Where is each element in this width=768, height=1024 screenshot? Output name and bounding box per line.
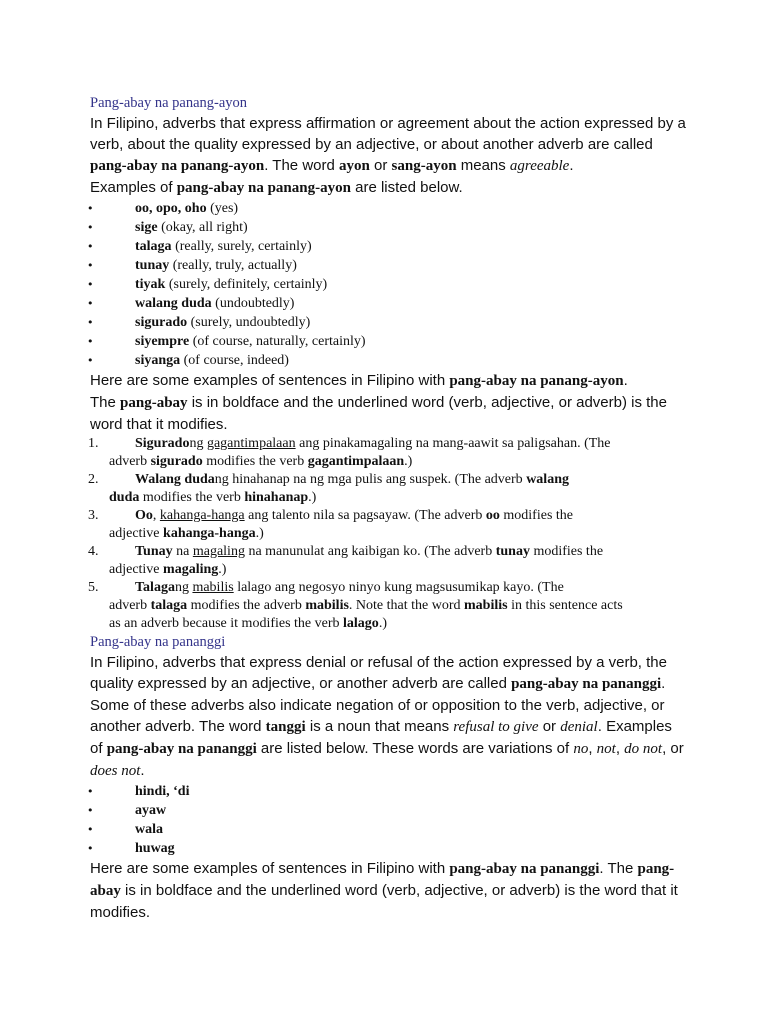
text-run: .) — [378, 616, 387, 631]
list-number: 3. — [88, 508, 99, 523]
adverb-word: walang duda — [135, 296, 212, 311]
text-run: modifies the — [529, 544, 604, 559]
bullet-icon: • — [87, 335, 94, 348]
emphasis: does not — [90, 763, 141, 779]
adverb-word: tunay — [135, 258, 170, 273]
list-item — [87, 218, 688, 237]
text-run: .) — [404, 454, 413, 469]
modified-word: magaling — [192, 544, 245, 559]
sentence-line — [109, 562, 226, 577]
text-run: , — [588, 740, 597, 757]
text-run: . Note that the word — [348, 598, 465, 613]
adverb-word: ayaw — [135, 803, 167, 818]
adverb-word: sige — [135, 220, 158, 235]
adverb-word: talaga — [135, 239, 172, 254]
text-run: modifies the verb — [139, 490, 245, 505]
term: hinahanap — [244, 490, 309, 505]
term: oo — [485, 508, 500, 523]
text-run: . The word — [264, 157, 339, 174]
list-number: 1. — [88, 436, 99, 451]
term: pang-abay na pananggi — [106, 741, 257, 757]
term: ayon — [339, 158, 370, 174]
text-run: in this sentence acts — [507, 598, 623, 613]
text-run: modifies the adverb — [187, 598, 306, 613]
panang-ayon-intro — [90, 113, 688, 177]
list-item — [87, 237, 688, 256]
term: magaling — [163, 562, 219, 577]
term: sigurado — [150, 454, 203, 469]
text-run: , or — [662, 740, 684, 757]
adverb-meaning: (okay, all right) — [157, 220, 248, 235]
text-run: ng hinahanap na ng mga pulis ang suspek. (The adverb — [214, 472, 527, 487]
text-run: Here are some examples of sentences in Filipino with — [90, 860, 450, 877]
text-run: .) — [218, 562, 227, 577]
adverb-meaning: (surely, undoubtedly) — [187, 315, 311, 330]
text-run: adverb — [109, 454, 151, 469]
list-item — [87, 199, 688, 218]
adverb: Tunay — [135, 544, 173, 559]
text-run: ng — [189, 436, 207, 451]
text-run: modifies the — [499, 508, 574, 523]
bullet-icon: • — [87, 823, 94, 836]
text-run: as an adverb because it modifies the verb — [109, 616, 344, 631]
adverb-meaning: (really, truly, actually) — [169, 258, 297, 273]
text-run: adjective — [109, 526, 164, 541]
term: kahanga-hanga — [163, 526, 256, 541]
term: pang-abay na panang-ayon — [449, 373, 624, 389]
text-run: Here are some examples of sentences in Filipino with — [90, 372, 450, 389]
list-item — [87, 782, 688, 801]
bullet-icon: • — [87, 259, 94, 272]
list-item — [87, 351, 688, 370]
sentence-line — [109, 454, 412, 469]
adverb: Sigurado — [135, 436, 190, 451]
term: gagantimpalaan — [307, 454, 405, 469]
term: pang-abay na pananggi — [449, 861, 600, 877]
bullet-icon: • — [87, 297, 94, 310]
sentence-line — [109, 598, 623, 613]
emphasis: refusal to give — [453, 719, 539, 735]
text-run: are listed below. These words are variations of — [256, 740, 574, 757]
term: pang-abay na panang-ayon — [176, 180, 351, 196]
emphasis: not — [596, 741, 616, 757]
sentence-line — [109, 508, 573, 523]
term: lalago — [343, 616, 379, 631]
list-item — [87, 820, 688, 839]
list-item — [87, 332, 688, 351]
bullet-icon: • — [87, 221, 94, 234]
text-run: modifies the verb — [202, 454, 308, 469]
sentence-item — [90, 471, 688, 507]
term: mabilis — [464, 598, 508, 613]
text-run: The — [90, 394, 121, 411]
text-run: na manunulat ang kaibigan ko. (The adverb — [244, 544, 496, 559]
bullet-icon: • — [87, 202, 94, 215]
term: talaga — [150, 598, 188, 613]
section-heading-panang-ayon: Pang-abay na panang-ayon — [90, 95, 248, 111]
adverb-word: sigurado — [135, 315, 188, 330]
text-run: lalago ang negosyo ninyo kung magsusumikap kayo. (The — [233, 580, 564, 595]
adverb-meaning: (undoubtedly) — [211, 296, 295, 311]
term: pang-abay na panang-ayon — [90, 158, 265, 174]
sentence-line — [109, 616, 387, 631]
text-run: In Filipino, adverbs that express denial or refusal of the action expressed by a verb, the quality expressed by an adjective, or another adverb are called — [90, 654, 667, 692]
adverb: Oo — [135, 508, 153, 523]
section-heading-pananggi: Pang-abay na pananggi — [90, 634, 226, 650]
text-run: ang pinakamagaling na mang-aawit sa paligsahan. (The — [295, 436, 611, 451]
text-run: ng — [174, 580, 193, 595]
adverb-word: oo, opo, oho — [135, 201, 207, 216]
emphasis: agreeable — [509, 158, 570, 174]
panang-ayon-sentences — [90, 435, 688, 633]
adverb-word: tiyak — [135, 277, 166, 292]
bullet-icon: • — [87, 278, 94, 291]
adverb-word: huwag — [135, 841, 175, 856]
text-run: . Some of these adverbs also indicate negation of or opposition to the verb, adjective, or another adverb. The word — [90, 675, 666, 735]
sentence-line — [109, 490, 316, 505]
text-run: or — [369, 157, 392, 174]
list-item — [87, 313, 688, 332]
text-run: .) — [255, 526, 264, 541]
emphasis: denial — [560, 719, 598, 735]
emphasis: do not — [624, 741, 663, 757]
list-number: 5. — [88, 580, 99, 595]
text-run: . The — [599, 860, 638, 877]
sentence-line — [109, 526, 264, 541]
bullet-icon: • — [87, 842, 94, 855]
adverb-meaning: (really, surely, certainly) — [171, 239, 312, 254]
sentence-item — [90, 507, 688, 543]
term: tunay — [495, 544, 530, 559]
text-run: is in boldface and the underlined word (verb, adjective, or adverb) is the word that it modifies. — [90, 394, 667, 433]
bullet-icon: • — [87, 316, 94, 329]
text-run: . — [623, 372, 628, 389]
sentence-line — [109, 580, 564, 595]
adverb-word: siyempre — [135, 334, 190, 349]
list-item — [87, 839, 688, 858]
term: duda — [109, 490, 140, 505]
text-run: is in boldface and the underlined word (verb, adjective, or adverb) is the word that it modifies. — [90, 882, 678, 921]
sentences-intro-1 — [90, 370, 688, 435]
term: walang — [526, 472, 569, 487]
bullet-icon: • — [87, 354, 94, 367]
panang-ayon-list — [87, 199, 688, 370]
modified-word: kahanga-hanga — [159, 508, 245, 523]
text-run: . Examples of — [90, 718, 672, 757]
list-item — [87, 275, 688, 294]
adverb-meaning: (yes) — [206, 201, 239, 216]
text-run: .) — [308, 490, 317, 505]
pananggi-list — [87, 782, 688, 858]
adverb-meaning: (of course, naturally, certainly) — [189, 334, 366, 349]
text-run: , — [615, 740, 625, 757]
sentence-line — [109, 472, 569, 487]
term: pang-abay na pananggi — [511, 676, 662, 692]
text-run: . — [569, 157, 574, 174]
bullet-icon: • — [87, 240, 94, 253]
text-run: are listed below. — [350, 179, 463, 196]
adverb-word: wala — [135, 822, 163, 837]
text-run: Examples of — [90, 179, 177, 196]
text-run: or — [538, 718, 561, 735]
list-item — [87, 256, 688, 275]
adverb-meaning: (surely, definitely, certainly) — [165, 277, 328, 292]
adverb-word: siyanga — [135, 353, 181, 368]
text-run: adjective — [109, 562, 164, 577]
sentence-item — [90, 543, 688, 579]
adverb: Walang duda — [135, 472, 215, 487]
modified-word: mabilis — [192, 580, 234, 595]
sentence-line — [109, 544, 603, 559]
sentences-intro-2 — [90, 858, 688, 923]
list-item — [87, 801, 688, 820]
text-run: na — [172, 544, 193, 559]
term: pang-abay — [120, 395, 188, 411]
adverb-word: hindi, ‘di — [135, 784, 190, 799]
term: tanggi — [265, 719, 306, 735]
examples-line — [90, 177, 688, 199]
text-run: ang talento nila sa pagsayaw. (The adverb — [244, 508, 486, 523]
adverb: Talaga — [135, 580, 175, 595]
text-run: means — [456, 157, 510, 174]
term: pang-abay — [90, 861, 675, 899]
text-run: . — [140, 762, 145, 779]
sentence-item — [90, 579, 688, 633]
pananggi-intro — [90, 652, 688, 782]
bullet-icon: • — [87, 785, 94, 798]
term: sang-ayon — [391, 158, 457, 174]
sentence-item — [90, 435, 688, 471]
text-run: adverb — [109, 598, 151, 613]
adverb-meaning: (of course, indeed) — [180, 353, 289, 368]
list-number: 4. — [88, 544, 99, 559]
bullet-icon: • — [87, 804, 94, 817]
emphasis: no — [573, 741, 589, 757]
list-item — [87, 294, 688, 313]
sentence-line — [109, 436, 611, 451]
term: mabilis — [305, 598, 349, 613]
list-number: 2. — [88, 472, 99, 487]
text-run: is a noun that means — [305, 718, 454, 735]
text-run: In Filipino, adverbs that express affirmation or agreement about the action expressed by a verb, about the quality expressed by an adjective, or about another adverb are called — [90, 115, 686, 153]
modified-word: gagantimpalaan — [206, 436, 296, 451]
text-run: , — [152, 508, 160, 523]
